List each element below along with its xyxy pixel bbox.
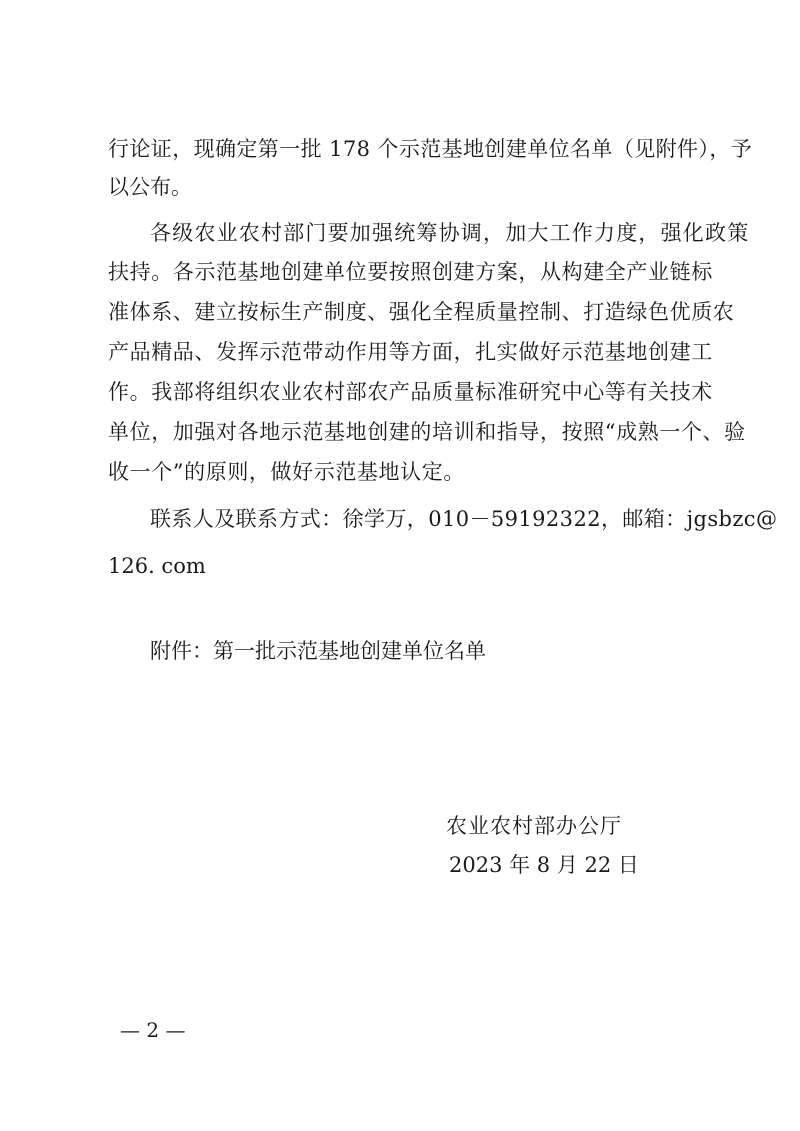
contact-line-1: 联系人及联系方式：徐学万，010－59192322，邮箱：jgsbzc@ [150, 507, 778, 531]
attachment-note: 附件：第一批示范基地创建单位名单 [150, 639, 486, 663]
paragraph-2-line-5: 作。我部将组织农业农村部农产品质量标准研究中心等有关技术 [108, 380, 713, 404]
paragraph-2-line-7: 收一个”的原则，做好示范基地认定。 [108, 460, 465, 484]
paragraph-2-line-6: 单位，加强对各地示范基地创建的培训和指导，按照“成熟一个、验 [108, 420, 746, 444]
paragraph-2-line-4: 产品精品、发挥示范带动作用等方面，扎实做好示范基地创建工 [108, 340, 713, 364]
paragraph-2-line-3: 准体系、建立按标生产制度、强化全程质量控制、打造绿色优质农 [108, 300, 735, 324]
paragraph-1-line-1: 行论证，现确定第一批 178 个示范基地创建单位名单（见附件），予 [108, 137, 753, 161]
issuing-office: 农业农村部办公厅 [446, 814, 622, 838]
paragraph-2-line-1: 各级农业农村部门要加强统筹协调，加大工作力度，强化政策 [150, 221, 750, 245]
paragraph-1-line-2: 以公布。 [108, 175, 192, 199]
issue-date: 2023 年 8 月 22 日 [449, 853, 639, 877]
paragraph-2-line-2: 扶持。各示范基地创建单位要按照创建方案，从构建全产业链标 [108, 260, 713, 284]
contact-line-2: 126. com [108, 554, 206, 578]
page-number: — 2 — [120, 1018, 186, 1042]
